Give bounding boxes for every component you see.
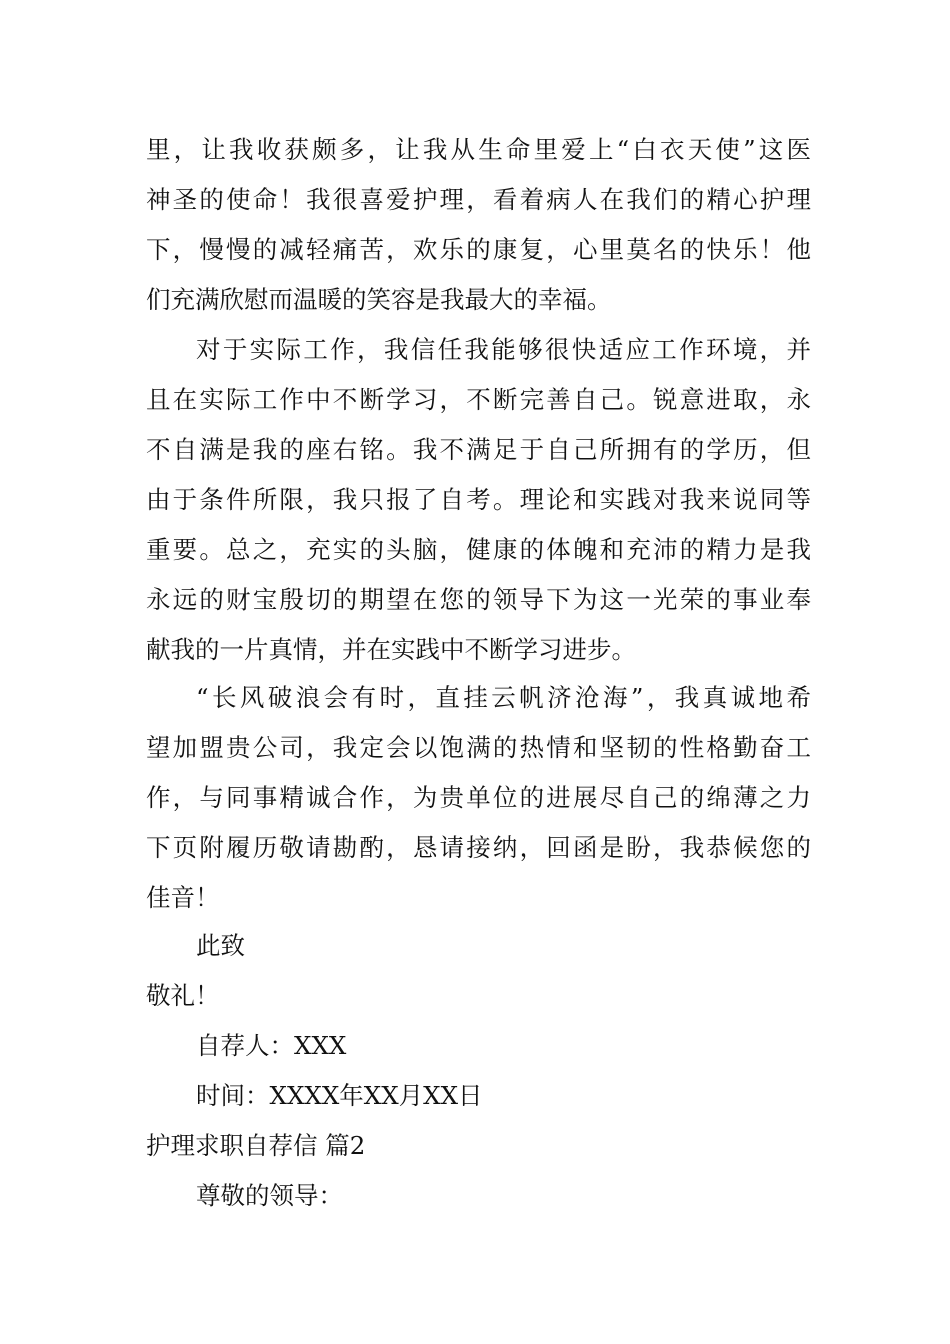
date-line: 时间：XXXX年XX月XX日 <box>196 1081 483 1110</box>
paragraph-3-line-3: 作，与同事精诚合作，为贵单位的进展尽自己的绵薄之力 <box>146 783 811 812</box>
paragraph-3-line-5: 佳音！ <box>146 883 220 912</box>
paragraph-1-line-4: 们充满欣慰而温暖的笑容是我最大的幸福。 <box>146 285 612 314</box>
paragraph-2-line-3: 不自满是我的座右铭。我不满足于自己所拥有的学历，但 <box>146 435 811 464</box>
paragraph-2-line-1: 对于实际工作，我信任我能够很快适应工作环境，并 <box>196 335 811 364</box>
paragraph-1-line-1: 里，让我收获颇多，让我从生命里爱上“白衣天使”这医 <box>146 135 811 164</box>
paragraph-3-line-4: 下页附履历敬请勘酌，恳请接纳，回函是盼，我恭候您的 <box>146 833 811 862</box>
paragraph-3-line-2: 望加盟贵公司，我定会以饱满的热情和坚韧的性格勤奋工 <box>146 733 811 762</box>
section-salutation: 尊敬的领导： <box>196 1181 343 1210</box>
paragraph-1-line-3: 下，慢慢的减轻痛苦，欢乐的康复，心里莫名的快乐！他 <box>146 235 811 264</box>
section-title: 护理求职自荐信 篇2 <box>146 1131 366 1160</box>
closing-greeting: 此致 <box>196 931 245 960</box>
paragraph-1-line-2: 神圣的使命！我很喜爱护理，看着病人在我们的精心护理 <box>146 185 811 214</box>
paragraph-2-line-6: 永远的财宝殷切的期望在您的领导下为这一光荣的事业奉 <box>146 585 811 614</box>
signer-line: 自荐人：XXX <box>196 1031 347 1060</box>
paragraph-3-line-1: “长风破浪会有时，直挂云帆济沧海”，我真诚地希 <box>196 683 811 712</box>
paragraph-2-line-4: 由于条件所限，我只报了自考。理论和实践对我来说同等 <box>146 485 811 514</box>
paragraph-2-line-2: 且在实际工作中不断学习，不断完善自己。锐意进取，永 <box>146 385 811 414</box>
paragraph-2-line-7: 献我的一片真情，并在实践中不断学习进步。 <box>146 635 636 664</box>
paragraph-2-line-5: 重要。总之，充实的头脑，健康的体魄和充沛的精力是我 <box>146 535 811 564</box>
closing-salute: 敬礼！ <box>146 981 220 1010</box>
